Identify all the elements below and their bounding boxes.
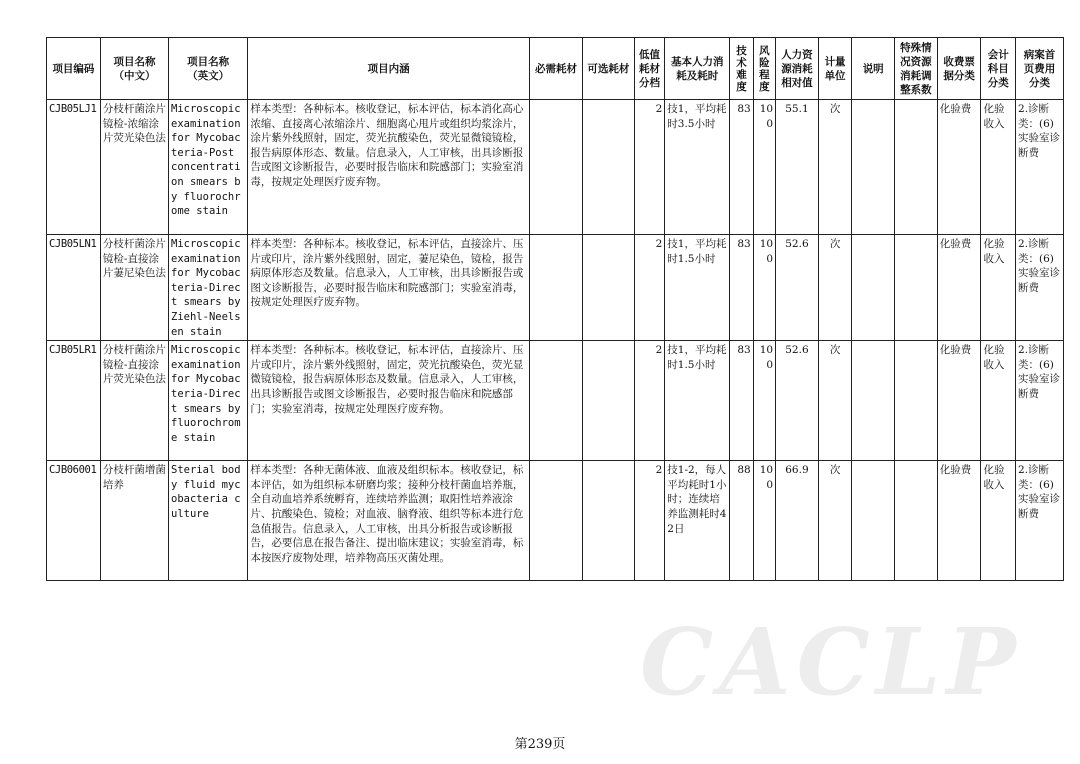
header-name-cn: 项目名称 （中文） <box>100 38 168 100</box>
cell-content: 样本类型：各种标本。核收登记，标本评估，标本消化高心浓缩、直接离心浓缩涂片、细胞离心甩片或组织均浆涂片，涂片紫外线照射，固定，荧光抗酸染色，荧光显微镜镜检，报告病原体形态、数量。信息录入，人工审核，出具诊断报告或图文诊断报告，必要时报告临床和院感部门；实验室消毒，按规定处理医疗废弃物。 <box>248 100 530 235</box>
cell-record: 2.诊断类：(6)实验室诊断费 <box>1016 235 1064 341</box>
cell-required <box>530 341 583 461</box>
cell-content: 样本类型：各种无菌体液、血液及组织标本。核收登记，标本评估，如为组织标本研磨均浆；接种分枝杆菌血培养瓶，全自动血培养系统孵育，连续培养监测；取阳性培养液涂片、抗酸染色、镜检；对血液、脑脊液、组织等标本进行危急值报告。信息录入，人工审核，出具分析报告或诊断报告，必要信息在报告备注、提出临床建议；实验室消毒，标本按医疗废物处理，培养物高压灭菌处理。 <box>248 461 530 581</box>
cell-relative: 66.9 <box>776 461 819 581</box>
cell-name-cn: 分枝杆菌涂片镜检-直接涂片荧光染色法 <box>100 341 168 461</box>
cell-unit: 次 <box>818 461 852 581</box>
cell-code: CJB06001 <box>47 461 101 581</box>
cell-code: CJB05LN1 <box>47 235 101 341</box>
pricing-table <box>46 37 1064 581</box>
cell-difficulty: 83 <box>730 341 753 461</box>
cell-account: 化验收入 <box>981 100 1016 235</box>
cell-unit: 次 <box>818 100 852 235</box>
cell-labor: 技1，平均耗时1.5小时 <box>665 341 730 461</box>
cell-coef <box>895 341 938 461</box>
cell-difficulty: 83 <box>730 235 753 341</box>
cell-optional <box>582 100 634 235</box>
cell-coef <box>895 461 938 581</box>
table-row <box>47 235 1064 341</box>
cell-labor: 技1，平均耗时1.5小时 <box>665 235 730 341</box>
page-number: 第239页 <box>514 737 566 752</box>
header-optional: 可选耗材 <box>582 38 634 100</box>
cell-record: 2.诊断类：(6)实验室诊断费 <box>1016 100 1064 235</box>
header-account: 会计 科目 分类 <box>981 38 1016 100</box>
header-name-en: 项目名称 （英文） <box>169 38 248 100</box>
cell-required <box>530 235 583 341</box>
cell-name-cn: 分枝杆菌涂片镜检-直接涂片萋尼染色法 <box>100 235 168 341</box>
cell-optional <box>582 461 634 581</box>
cell-coef <box>895 100 938 235</box>
cell-account: 化验收入 <box>981 341 1016 461</box>
cell-difficulty: 88 <box>730 461 753 581</box>
header-difficulty: 技 术 难 度 <box>730 38 753 100</box>
cell-risk: 100 <box>753 461 775 581</box>
cell-bill: 化验费 <box>937 100 981 235</box>
cell-relative: 52.6 <box>776 341 819 461</box>
cell-tier: 2 <box>634 100 665 235</box>
cell-tier: 2 <box>634 461 665 581</box>
cell-risk: 100 <box>753 341 775 461</box>
header-note: 说明 <box>852 38 895 100</box>
cell-labor: 技1-2，每人平均耗时1小时；连续培养监测耗时42日 <box>665 461 730 581</box>
header-required: 必需耗材 <box>530 38 583 100</box>
header-row <box>47 38 1064 100</box>
header-tier: 低值 耗材 分档 <box>634 38 665 100</box>
table-row <box>47 461 1064 581</box>
header-relative: 人力资 源消耗 相对值 <box>776 38 819 100</box>
table-row <box>47 341 1064 461</box>
cell-labor: 技1，平均耗时3.5小时 <box>665 100 730 235</box>
cell-note <box>852 100 895 235</box>
cell-tier: 2 <box>634 235 665 341</box>
cell-relative: 55.1 <box>776 100 819 235</box>
cell-note <box>852 341 895 461</box>
cell-optional <box>582 341 634 461</box>
watermark: CACLP <box>640 608 1022 716</box>
header-unit: 计量 单位 <box>818 38 852 100</box>
cell-account: 化验收入 <box>981 235 1016 341</box>
cell-name-en: Microscopic examination for Mycobacteria-Direct smears by Ziehl-Neelsen stain <box>169 235 248 341</box>
header-coef: 特殊情 况资源 消耗调 整系数 <box>895 38 938 100</box>
header-content: 项目内涵 <box>248 38 530 100</box>
cell-code: CJB05LR1 <box>47 341 101 461</box>
cell-required <box>530 461 583 581</box>
cell-note <box>852 235 895 341</box>
cell-name-en: Microscopic examination for Mycobacteria-Post concentration smears by fluorochrome stain <box>169 100 248 235</box>
cell-unit: 次 <box>818 341 852 461</box>
cell-record: 2.诊断类：(6)实验室诊断费 <box>1016 461 1064 581</box>
cell-required <box>530 100 583 235</box>
cell-record: 2.诊断类：(6)实验室诊断费 <box>1016 341 1064 461</box>
cell-risk: 100 <box>753 235 775 341</box>
cell-difficulty: 83 <box>730 100 753 235</box>
cell-bill: 化验费 <box>937 461 981 581</box>
cell-name-cn: 分枝杆菌增菌培养 <box>100 461 168 581</box>
header-risk: 风 险 程 度 <box>753 38 775 100</box>
cell-account: 化验收入 <box>981 461 1016 581</box>
cell-name-en: Sterial body fluid mycobacteria culture <box>169 461 248 581</box>
header-record: 病案首 页费用 分类 <box>1016 38 1064 100</box>
cell-unit: 次 <box>818 235 852 341</box>
cell-content: 样本类型：各种标本。核收登记，标本评估，直接涂片、压片或印片，涂片紫外线照射，固定，萋尼染色，镜检，报告病原体形态及数量。信息录入，人工审核，出具诊断报告或图文诊断报告，必要时报告临床和院感部门；实验室消毒，按规定处理医疗废弃物。 <box>248 235 530 341</box>
cell-optional <box>582 235 634 341</box>
header-code: 项目编码 <box>47 38 101 100</box>
cell-coef <box>895 235 938 341</box>
cell-risk: 100 <box>753 100 775 235</box>
table-row <box>47 100 1064 235</box>
cell-bill: 化验费 <box>937 235 981 341</box>
cell-relative: 52.6 <box>776 235 819 341</box>
cell-name-cn: 分枝杆菌涂片镜检-浓缩涂片荧光染色法 <box>100 100 168 235</box>
cell-note <box>852 461 895 581</box>
cell-code: CJB05LJ1 <box>47 100 101 235</box>
header-labor: 基本人力消 耗及耗时 <box>665 38 730 100</box>
cell-bill: 化验费 <box>937 341 981 461</box>
cell-name-en: Microscopic examination for Mycobacteria-Direct smears by fluorochrome stain <box>169 341 248 461</box>
cell-content: 样本类型：各种标本。核收登记，标本评估，直接涂片、压片或印片，涂片紫外线照射，固定，荧光抗酸染色，荧光显微镜镜检，报告病原体形态及数量。信息录入，人工审核，出具诊断报告或图文诊断报告，必要时报告临床和院感部门；实验室消毒，按规定处理医疗废弃物。 <box>248 341 530 461</box>
header-bill: 收费票 据分类 <box>937 38 981 100</box>
cell-tier: 2 <box>634 341 665 461</box>
